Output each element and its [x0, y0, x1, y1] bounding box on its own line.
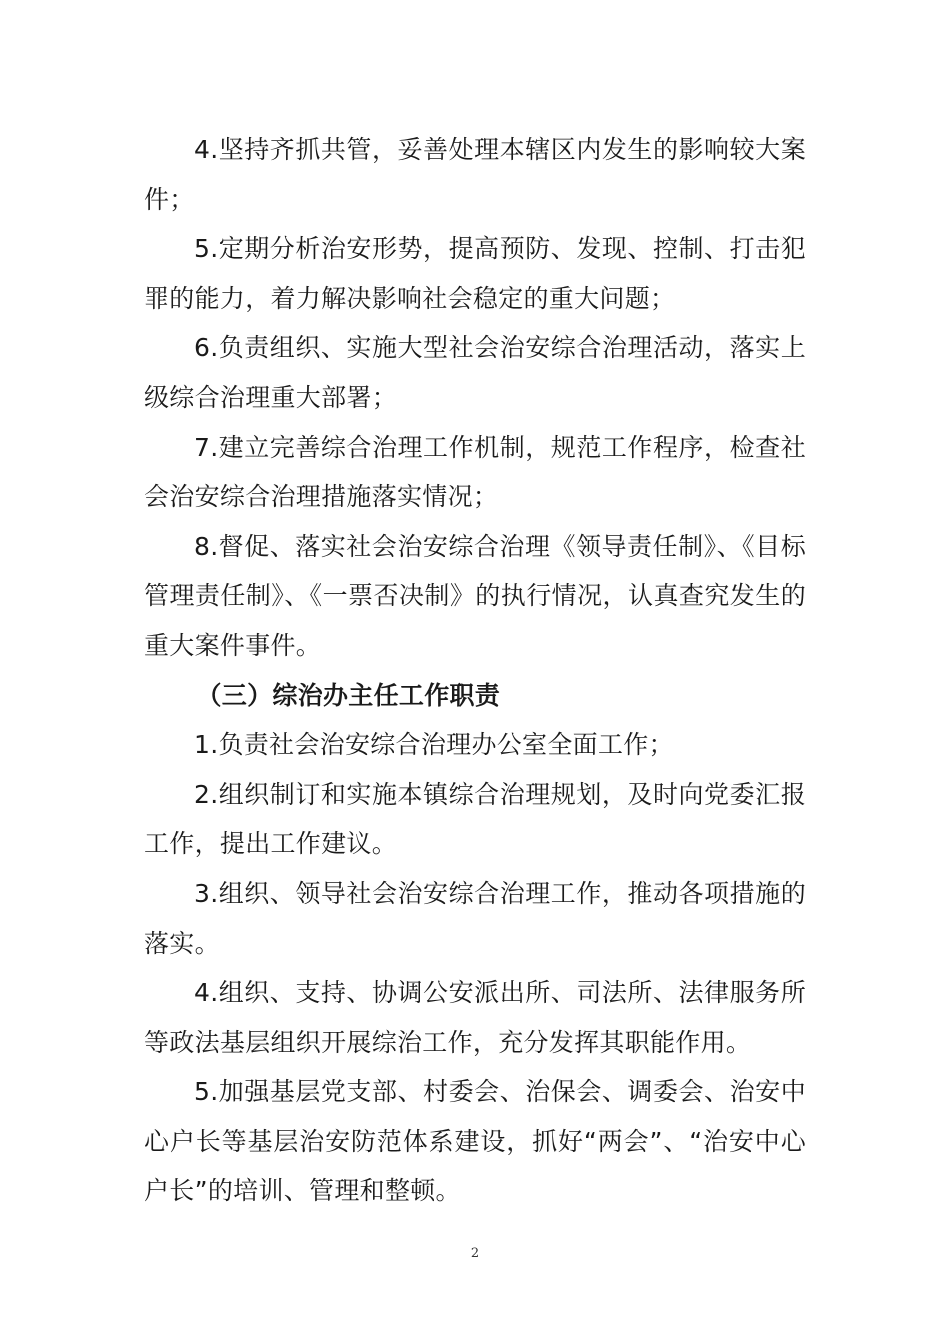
duty-item-2: 2.组织制订和实施本镇综合治理规划，及时向党委汇报工作，提出工作建议。 — [144, 779, 806, 859]
document-body — [144, 125, 806, 1216]
list-item-8: 8.督促、落实社会治安综合治理《领导责任制》、《目标管理责任制》、《一票否决制》的执行情况，认真查究发生的重大案件事件。 — [144, 531, 806, 660]
list-item-5: 5.定期分析治安形势，提高预防、发现、控制、打击犯罪的能力，着力解决影响社会稳定的重大问题； — [144, 234, 806, 313]
duty-item-3: 3.组织、领导社会治安综合治理工作，推动各项措施的落实。 — [144, 878, 806, 958]
section-heading: （三）综治办主任工作职责 — [196, 680, 501, 710]
list-item-4: 4.坚持齐抓共管，妥善处理本辖区内发生的影响较大案件； — [144, 135, 806, 214]
duty-item-5: 5.加强基层党支部、村委会、治保会、调委会、治安中心户长等基层治安防范体系建设，抓好“两会”、“治安中心户长”的培训、管理和整顿。 — [144, 1077, 806, 1206]
duty-item-1: 1.负责社会治安综合治理办公室全面工作； — [194, 730, 674, 760]
list-item-7: 7.建立完善综合治理工作机制，规范工作程序，检查社会治安综合治理措施落实情况； — [144, 432, 806, 512]
page-number: 2 — [470, 1246, 480, 1261]
list-item-6: 6.负责组织、实施大型社会治安综合治理活动，落实上级综合治理重大部署； — [144, 333, 806, 412]
duty-item-4: 4.组织、支持、协调公安派出所、司法所、法律服务所等政法基层组织开展综治工作，充分发挥其职能作用。 — [144, 978, 806, 1057]
